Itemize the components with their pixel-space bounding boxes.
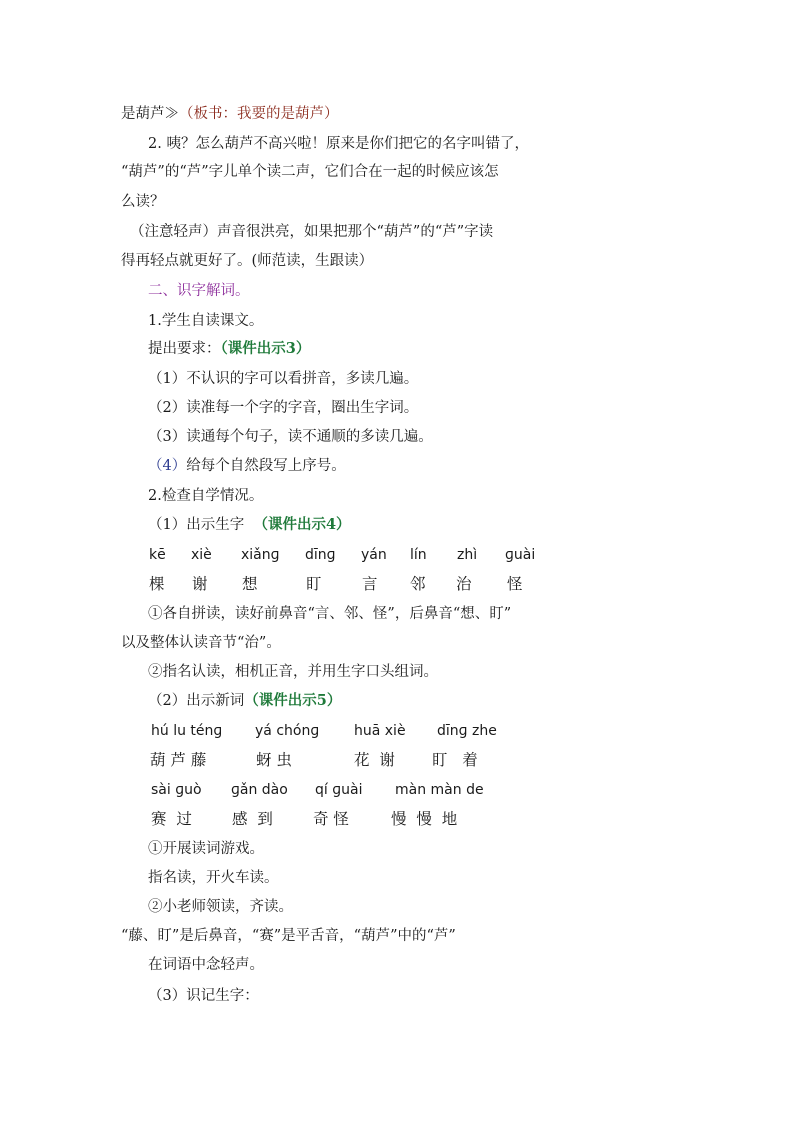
word-ding-zhe: 盯 着: [432, 751, 478, 769]
para-2-line-1: 2. 咦？怎么葫芦不高兴啦！原来是你们把它的名字叫错了，: [148, 136, 529, 152]
courseware-3: （课件出示3）: [220, 340, 311, 357]
pinyin-ding: dīnɡ: [305, 547, 336, 563]
requirement-4-number: （4）: [148, 458, 187, 474]
requirement-1: （1）不认识的字可以看拼音，多读几遍。: [148, 371, 419, 387]
activity-1: ①开展读词游戏。: [148, 841, 264, 857]
char-zhi: 治: [456, 575, 472, 593]
requirement-label: 提出要求：: [148, 341, 221, 357]
pinyin-lin: lín: [410, 547, 427, 563]
char-ke: 棵: [149, 575, 165, 593]
word-gan-dao: 感 到: [232, 810, 273, 828]
instruction-1-line-1: ①各自拼读，读好前鼻音“言、邻、怪”，后鼻音“想、盯”: [148, 606, 512, 622]
pinyin-sai-guo: sài ɡuò: [151, 782, 202, 798]
pinyin-gan-dao: ɡǎn dào: [231, 782, 288, 798]
requirement-3: （3）读通每个句子，读不通顺的多读几遍。: [148, 429, 433, 445]
pinyin-hua-xie: huā xiè: [354, 723, 406, 739]
pinyin-hulu-teng: hú lu ténɡ: [151, 723, 223, 739]
word-man-man-de: 慢 慢 地: [391, 810, 458, 828]
word-ya-chong: 蚜 虫: [256, 751, 292, 769]
char-lin: 邻: [410, 575, 426, 593]
instruction-2: ②指名认读，相机正音，并用生字口头组词。: [148, 664, 438, 680]
section-heading: 二、识字解词。: [148, 283, 250, 299]
step-2: 2.检查自学情况。: [148, 488, 264, 504]
pinyin-man-man-de: màn màn de: [395, 782, 484, 798]
requirement-line: [148, 339, 310, 359]
show-characters-label: （1）出示生字: [148, 517, 254, 533]
pinyin-xiang: xiǎnɡ: [241, 547, 280, 563]
show-words-line: [148, 691, 341, 711]
step-3: （3）识记生字：: [148, 988, 259, 1004]
activity-2: ②小老师领读，齐读。: [148, 899, 293, 915]
char-xiang: 想: [242, 575, 258, 593]
char-guai: 怪: [507, 575, 523, 593]
para-2-line-2: “葫芦”的“芦”字儿单个读二声，它们合在一起的时候应该怎: [121, 164, 499, 180]
pinyin-ding-zhe: dīnɡ zhe: [437, 723, 497, 739]
text-segment: 是葫芦≫: [121, 106, 179, 122]
note-line-2: 在词语中念轻声。: [148, 957, 264, 973]
char-ding: 盯: [306, 575, 322, 593]
note-line-1: “藤、盯”是后鼻音，“赛”是平舌音，“葫芦”中的“芦”: [121, 928, 456, 944]
courseware-4: （课件出示4）: [253, 516, 351, 533]
show-words-label: （2）出示新词: [148, 693, 245, 709]
requirement-4: [148, 456, 346, 476]
word-hua-xie: 花 谢: [354, 751, 395, 769]
show-characters-line: [148, 515, 351, 535]
pinyin-guai: ɡuài: [505, 547, 536, 563]
pinyin-yan: yán: [361, 547, 387, 563]
step-1: 1.学生自读课文。: [148, 313, 264, 329]
char-yan: 言: [362, 575, 378, 593]
word-sai-guo: 赛 过: [151, 810, 192, 828]
pinyin-xie: xiè: [191, 547, 212, 563]
pinyin-ke: kē: [149, 547, 166, 563]
para-3-line-1: （注意轻声）声音很洪亮，如果把那个“葫芦”的“芦”字读: [130, 224, 494, 240]
word-hulu-teng: 葫 芦 藤: [150, 751, 207, 769]
char-xie: 谢: [192, 575, 208, 593]
para-3-line-2: 得再轻点就更好了。(师范读，生跟读）: [121, 253, 374, 269]
instruction-1-line-2: 以及整体认读音节“治”。: [121, 635, 281, 651]
courseware-5: （课件出示5）: [244, 692, 342, 709]
blackboard-note: （板书：我要的是葫芦）: [179, 106, 339, 122]
para-1: [121, 104, 339, 124]
pinyin-zhi: zhì: [457, 547, 478, 563]
word-qi-guai: 奇 怪: [313, 810, 349, 828]
requirement-2: （2）读准每一个字的字音，圈出生字词。: [148, 400, 419, 416]
pinyin-ya-chong: yá chónɡ: [255, 723, 320, 739]
para-2-line-3: 么读？: [121, 194, 165, 210]
pinyin-qi-guai: qí ɡuài: [315, 782, 363, 798]
activity-1-detail: 指名读，开火车读。: [148, 870, 279, 886]
requirement-4-text: 给每个自然段写上序号。: [186, 458, 346, 474]
